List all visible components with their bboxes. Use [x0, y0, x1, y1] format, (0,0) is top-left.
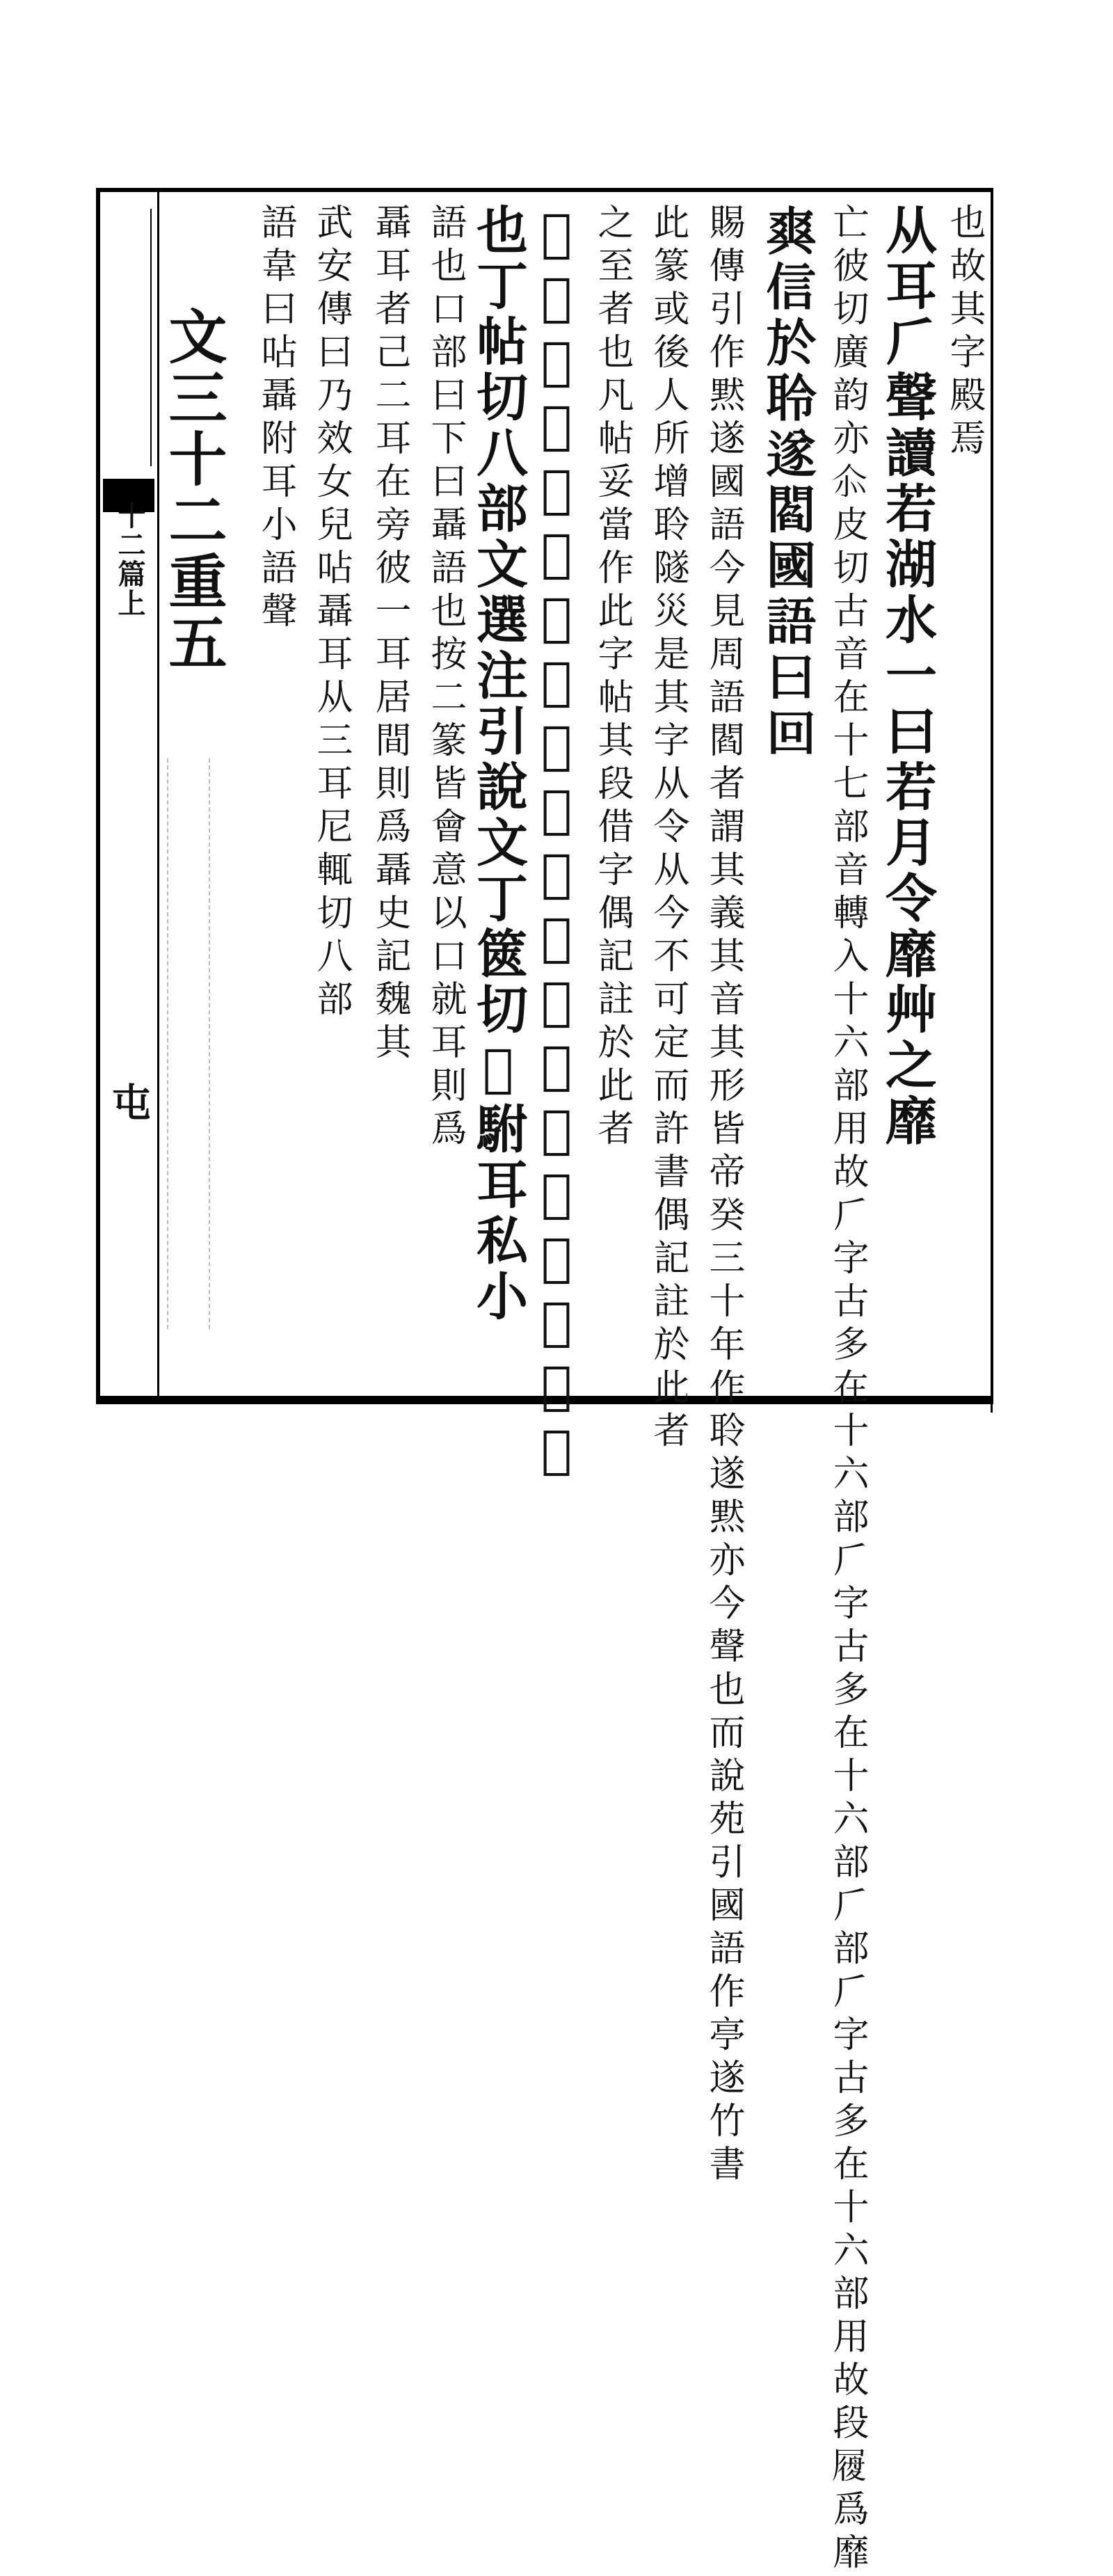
folio-mark: 屯 — [106, 1082, 152, 1121]
text-column-2: 从耳𠂆聲讀若湖水一曰若月令靡艸之靡 — [877, 203, 937, 1150]
text-column-12: 武安傳曰乃效女兒呫聶耳从三耳尼輒切八部 — [310, 203, 352, 1023]
character-count-line: 文三十二重五 — [159, 306, 228, 674]
text-column-5: 賜傳引作黙遂國語今見周語閻者謂其義其音其形皆帝癸三十年作聆遂黙亦今聲也而說苑引國語作亭遂竹書 — [703, 203, 744, 2188]
text-column-10: 語也口部曰下曰聶語也按二篆皆會意以口就耳則爲 — [424, 203, 466, 1152]
text-column-9: 也丁帖切八部文選注引說文丁篋切𦖞駙耳私小 — [468, 203, 528, 1325]
faint-trace — [209, 758, 238, 1329]
text-column-7: 之至者也凡帖妥當作此字帖其段借字偶記註於此者 — [591, 203, 633, 1152]
page-edge-rule — [991, 188, 993, 1413]
text-column-8: 𦖞安也長笛賦曰𠂇二耳會意二耳之在人首帖妥 — [527, 203, 586, 1484]
text-column-3: 亡彼切廣韵亦𠇍皮切古音在十七部音轉入十六部用故𠂆字古多在十六部𠂆字古多在十六部𠂆部𠂆字古多在十六部用故段𡳐爲靡 — [826, 203, 868, 2576]
text-column-6: 此篆或後人所增聆隧災是其字从令从今不可定而許書偶記註於此者 — [647, 203, 689, 1454]
chapter-label: 十二篇上 — [113, 501, 146, 618]
text-column-1: 也故其字殿焉 — [943, 203, 985, 462]
text-column-4: 𤕤信於聆遂閻國語曰回 — [759, 203, 819, 760]
margin-rule — [150, 209, 152, 466]
text-column-11: 聶耳者己二耳在旁彼一耳居間則爲聶史記魏其 — [369, 203, 410, 1066]
faint-trace — [167, 758, 196, 1329]
text-column-13: 語韋曰呫聶附耳小語聲 — [255, 203, 296, 635]
